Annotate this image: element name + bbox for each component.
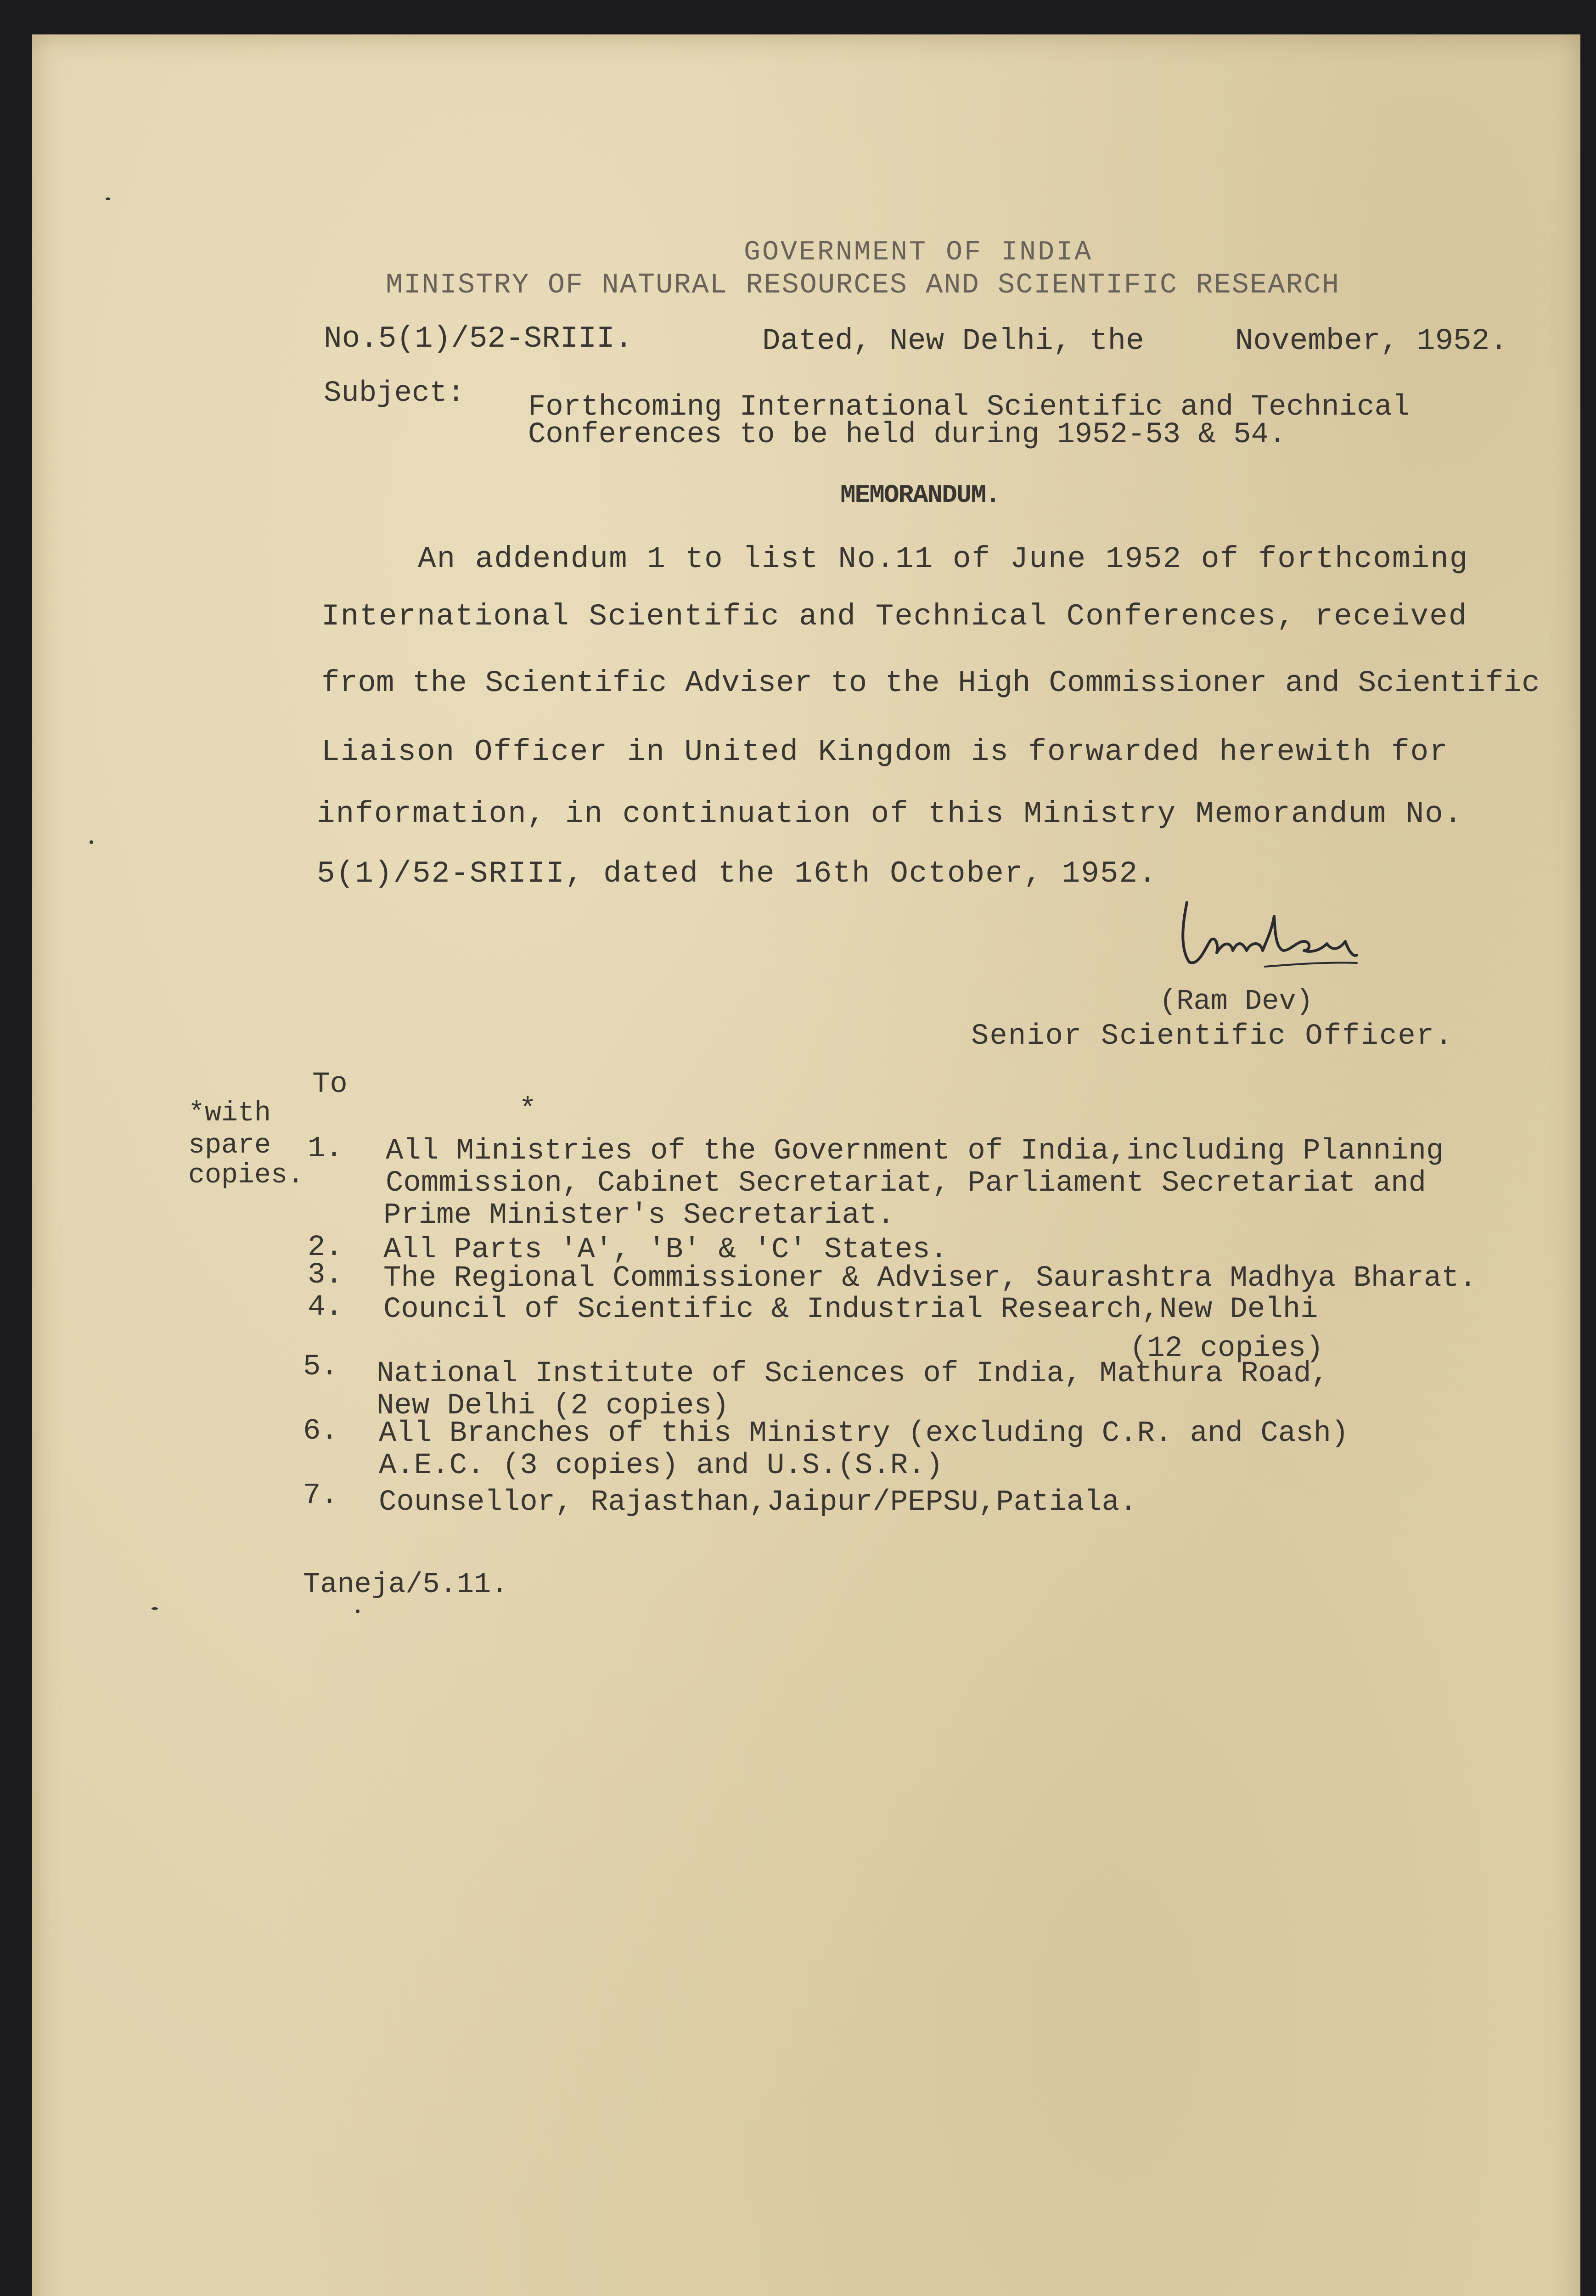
spare-copies-note-1: *with [188,1098,271,1129]
item-3-line-1: The Regional Commissioner & Adviser, Saurashtra Madhya Bharat. [383,1262,1477,1295]
item-4-line-1: Council of Scientific & Industrial Research,New Delhi [383,1293,1318,1326]
item-6-number: 6. [303,1415,338,1448]
item-6-line-1: All Branches of this Ministry (excluding C.R. and Cash) [379,1417,1349,1450]
body-line-3: from the Scientific Adviser to the High Commissioner and Scientific [321,666,1540,700]
item-6-line-2: A.E.C. (3 copies) and U.S.(S.R.) [379,1449,943,1482]
body-line-4: Liaison Officer in United Kingdom is forwarded herewith for [321,735,1449,769]
subject-line-1: Forthcoming International Scientific and Technical [528,391,1410,424]
item-5-line-2: New Delhi (2 copies) [377,1390,730,1423]
header-government: GOVERNMENT OF INDIA [744,237,1093,268]
handwritten-signature [1173,898,1384,976]
distribution-to: To [312,1068,348,1101]
body-line-1: An addendum 1 to list No.11 of June 1952 of forthcoming [418,542,1469,576]
item-4-number: 4. [308,1291,343,1324]
subject-line-2: Conferences to be held during 1952-53 & 54. [528,418,1287,451]
body-line-5: information, in continuation of this Ministry Memorandum No. [317,797,1463,831]
ink-speck [152,1607,158,1610]
item-1-line-1: All Ministries of the Government of India,including Planning [386,1135,1444,1168]
ink-speck [90,840,93,844]
typist-initials: Taneja/5.11. [303,1568,508,1601]
reference-number: No.5(1)/52-SRIII. [324,321,633,356]
subject-label: Subject: [324,377,465,410]
item-3-number: 3. [308,1259,343,1292]
item-7-line-1: Counsellor, Rajasthan,Jaipur/PEPSU,Patiala. [379,1486,1137,1519]
spare-copies-note-3: copies. [188,1160,304,1191]
signatory-name: (Ram Dev) [1159,985,1313,1018]
item-2-line-1: All Parts 'A', 'B' & 'C' States. [383,1233,948,1266]
item-1-line-3: Prime Minister's Secretariat. [383,1199,895,1232]
body-line-6: 5(1)/52-SRIII, dated the 16th October, 1952. [317,856,1158,891]
body-line-2: International Scientific and Technical Conferences, received [321,599,1468,634]
spare-copies-note-2: spare [188,1130,271,1161]
item-5-line-1: National Institute of Sciences of India, Mathura Road, [377,1357,1329,1390]
item-2-number: 2. [308,1231,343,1264]
item-7-number: 7. [303,1479,338,1512]
item-4-line-2: (12 copies) [1130,1332,1324,1365]
distribution-asterisk: * [519,1093,537,1126]
signatory-designation: Senior Scientific Officer. [971,1020,1454,1053]
memorandum-title: MEMORANDUM. [840,480,1000,510]
ink-speck [356,1609,360,1613]
item-5-number: 5. [303,1351,338,1384]
item-1-line-2: Commission, Cabinet Secretariat, Parliament Secretariat and [386,1167,1426,1200]
item-1-number: 1. [308,1132,343,1165]
ink-speck [106,197,110,200]
reference-date: Dated, New Delhi, the November, 1952. [762,324,1508,358]
header-ministry: MINISTRY OF NATURAL RESOURCES AND SCIENTIFIC RESEARCH [386,269,1340,301]
